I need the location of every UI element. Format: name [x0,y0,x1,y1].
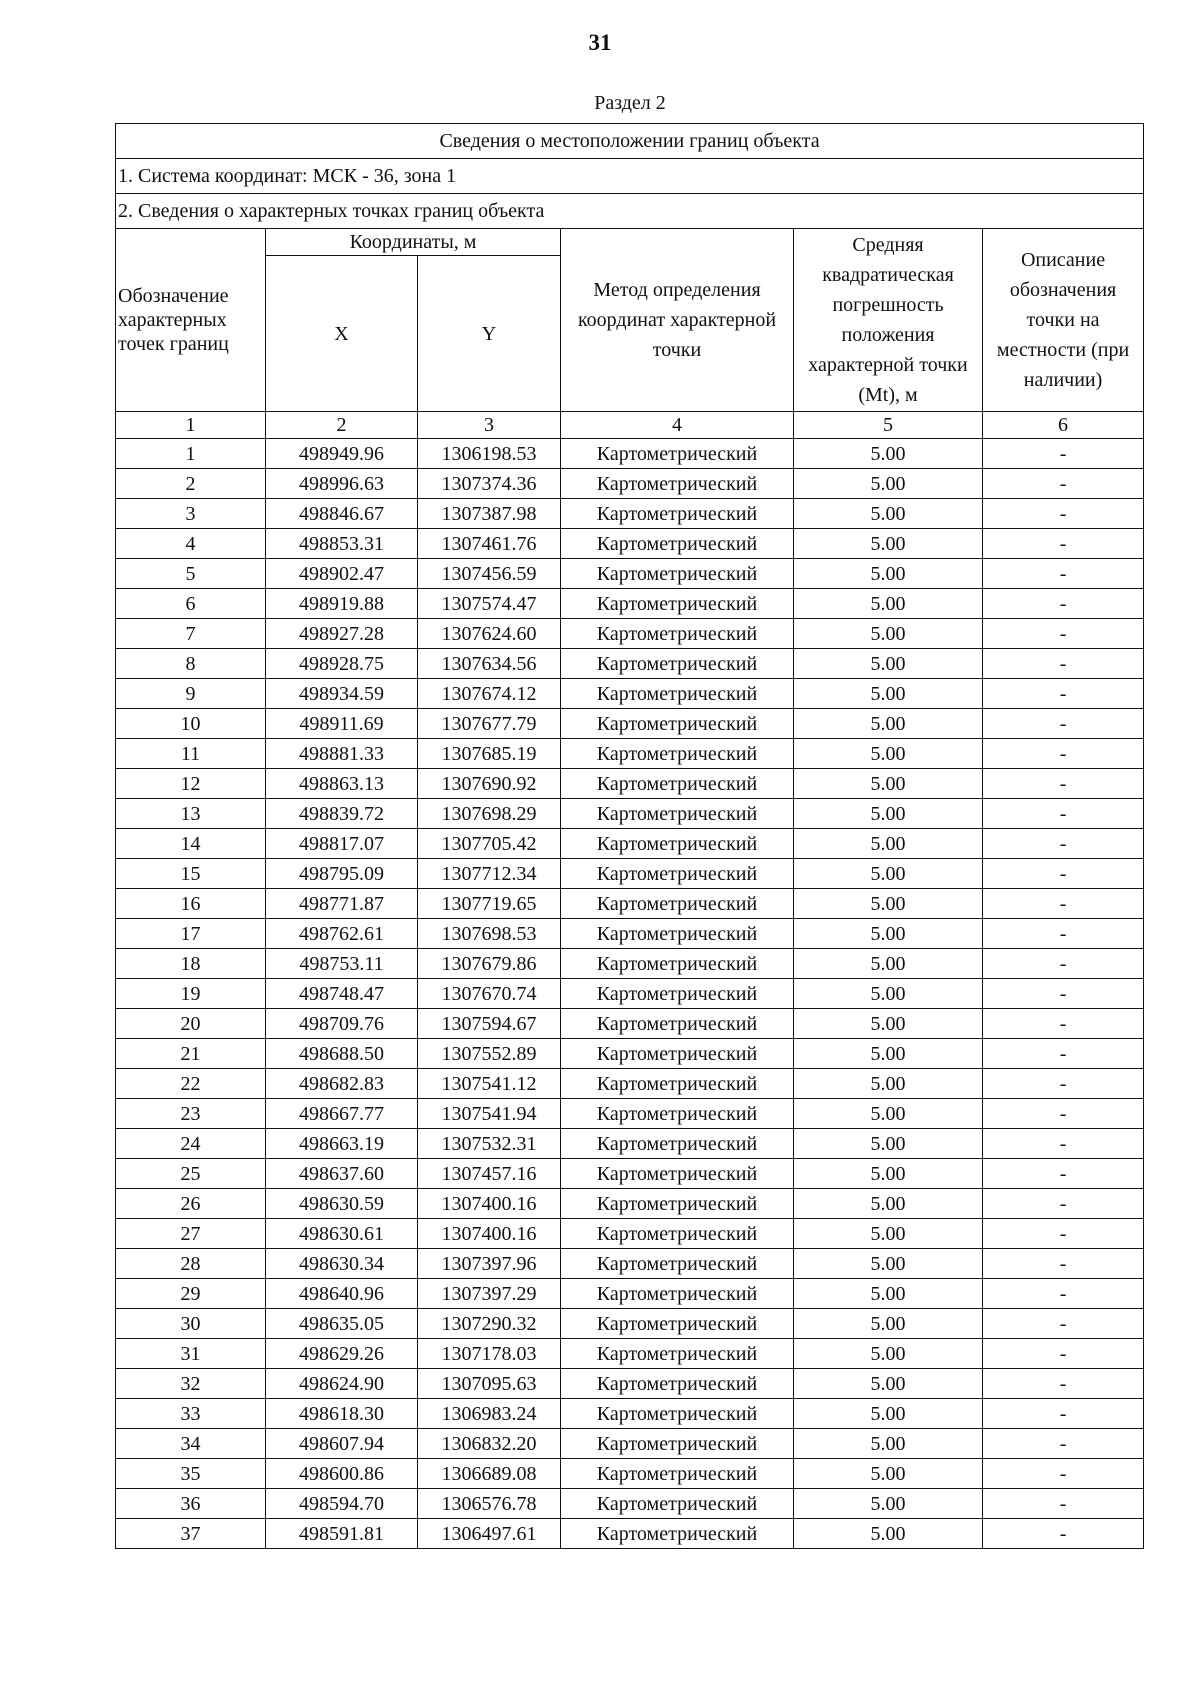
error-value: 5.00 [794,1429,983,1459]
method: Картометрический [561,499,794,529]
coord-y: 1307698.53 [418,919,561,949]
coord-y: 1307387.98 [418,499,561,529]
table-row [116,1189,1144,1219]
table-row [116,1009,1144,1039]
table-row [116,1429,1144,1459]
point-number: 33 [116,1399,266,1429]
method: Картометрический [561,1009,794,1039]
coord-y: 1307400.16 [418,1219,561,1249]
error-value: 5.00 [794,829,983,859]
coord-y: 1307456.59 [418,559,561,589]
header-point: Обозначение характерных точек границ [116,229,266,412]
coord-x: 498795.09 [266,859,418,889]
coord-y: 1307374.36 [418,469,561,499]
coord-x: 498709.76 [266,1009,418,1039]
error-value: 5.00 [794,679,983,709]
coord-y: 1307677.79 [418,709,561,739]
coord-y: 1307624.60 [418,619,561,649]
description: - [983,769,1144,799]
table-row [116,649,1144,679]
description: - [983,1129,1144,1159]
description: - [983,1069,1144,1099]
coord-y: 1307698.29 [418,799,561,829]
coord-x: 498667.77 [266,1099,418,1129]
method: Картометрический [561,1279,794,1309]
coord-x: 498996.63 [266,469,418,499]
coord-y: 1307670.74 [418,979,561,1009]
description: - [983,439,1144,469]
coord-y: 1306832.20 [418,1429,561,1459]
coord-x: 498902.47 [266,559,418,589]
point-number: 34 [116,1429,266,1459]
table-row [116,1399,1144,1429]
description: - [983,889,1144,919]
method: Картометрический [561,1189,794,1219]
point-number: 25 [116,1159,266,1189]
description: - [983,589,1144,619]
column-number: 6 [983,412,1144,439]
coord-x: 498600.86 [266,1459,418,1489]
method: Картометрический [561,1459,794,1489]
error-value: 5.00 [794,529,983,559]
coord-x: 498771.87 [266,889,418,919]
table-row [116,799,1144,829]
coord-x: 498881.33 [266,739,418,769]
header-error: Средняя квадратическая погрешность положения характерной точки (Mt), м [794,229,983,412]
point-number: 5 [116,559,266,589]
table-row [116,589,1144,619]
point-number: 29 [116,1279,266,1309]
coord-y: 1307685.19 [418,739,561,769]
point-number: 23 [116,1099,266,1129]
description: - [983,1039,1144,1069]
column-numbers-row [116,412,1144,439]
error-value: 5.00 [794,619,983,649]
point-number: 35 [116,1459,266,1489]
description: - [983,919,1144,949]
method: Картометрический [561,1369,794,1399]
error-value: 5.00 [794,1339,983,1369]
error-value: 5.00 [794,949,983,979]
coord-x: 498839.72 [266,799,418,829]
description: - [983,829,1144,859]
method: Картометрический [561,469,794,499]
header-coordinates: Координаты, м [266,229,561,256]
coord-x: 498591.81 [266,1519,418,1549]
table-row [116,469,1144,499]
error-value: 5.00 [794,799,983,829]
table-row [116,1309,1144,1339]
table-row [116,859,1144,889]
description: - [983,469,1144,499]
coord-y: 1307532.31 [418,1129,561,1159]
point-number: 2 [116,469,266,499]
point-number: 20 [116,1009,266,1039]
coord-y: 1307634.56 [418,649,561,679]
table-row [116,559,1144,589]
coord-y: 1307461.76 [418,529,561,559]
error-value: 5.00 [794,1039,983,1069]
table-row [116,979,1144,1009]
description: - [983,799,1144,829]
point-number: 6 [116,589,266,619]
coord-x: 498630.61 [266,1219,418,1249]
coord-y: 1307674.12 [418,679,561,709]
description: - [983,529,1144,559]
point-number: 4 [116,529,266,559]
coord-y: 1307719.65 [418,889,561,919]
coord-y: 1307397.96 [418,1249,561,1279]
coord-x: 498748.47 [266,979,418,1009]
table-row [116,1039,1144,1069]
point-number: 36 [116,1489,266,1519]
coord-x: 498688.50 [266,1039,418,1069]
description: - [983,679,1144,709]
table-row [116,1369,1144,1399]
description: - [983,1159,1144,1189]
description: - [983,1339,1144,1369]
coord-x: 498853.31 [266,529,418,559]
point-number: 16 [116,889,266,919]
point-number: 28 [116,1249,266,1279]
point-number: 24 [116,1129,266,1159]
description: - [983,1519,1144,1549]
coordinate-system: 1. Система координат: МСК - 36, зона 1 [116,159,1144,194]
method: Картометрический [561,1249,794,1279]
point-number: 13 [116,799,266,829]
description: - [983,979,1144,1009]
page-number: 31 [588,30,612,55]
coord-y: 1307095.63 [418,1369,561,1399]
method: Картометрический [561,1309,794,1339]
coord-x: 498663.19 [266,1129,418,1159]
method: Картометрический [561,619,794,649]
table-row [116,1249,1144,1279]
error-value: 5.00 [794,1129,983,1159]
coord-y: 1307541.94 [418,1099,561,1129]
error-value: 5.00 [794,559,983,589]
error-value: 5.00 [794,499,983,529]
table-row [116,529,1144,559]
coord-y: 1307178.03 [418,1339,561,1369]
error-value: 5.00 [794,1399,983,1429]
error-value: 5.00 [794,1219,983,1249]
method: Картометрический [561,949,794,979]
description: - [983,1309,1144,1339]
header-description: Описание обозначения точки на местности (при наличии) [983,229,1144,412]
error-value: 5.00 [794,1249,983,1279]
point-number: 30 [116,1309,266,1339]
section-label: Раздел 2 [594,92,666,114]
method: Картометрический [561,1069,794,1099]
point-number: 10 [116,709,266,739]
point-number: 17 [116,919,266,949]
coord-x: 498863.13 [266,769,418,799]
method: Картометрический [561,679,794,709]
table-row [116,1129,1144,1159]
coord-x: 498682.83 [266,1069,418,1099]
point-number: 37 [116,1519,266,1549]
table-body [116,439,1144,1549]
description: - [983,559,1144,589]
error-value: 5.00 [794,1309,983,1339]
point-number: 15 [116,859,266,889]
error-value: 5.00 [794,979,983,1009]
error-value: 5.00 [794,1369,983,1399]
table-row [116,829,1144,859]
method: Картометрический [561,1489,794,1519]
point-number: 21 [116,1039,266,1069]
coord-x: 498817.07 [266,829,418,859]
coord-x: 498637.60 [266,1159,418,1189]
error-value: 5.00 [794,649,983,679]
coord-y: 1306576.78 [418,1489,561,1519]
method: Картометрический [561,799,794,829]
coord-y: 1307552.89 [418,1039,561,1069]
description: - [983,649,1144,679]
coord-x: 498640.96 [266,1279,418,1309]
error-value: 5.00 [794,919,983,949]
coord-y: 1307574.47 [418,589,561,619]
table-row [116,1219,1144,1249]
coord-x: 498607.94 [266,1429,418,1459]
column-number: 3 [418,412,561,439]
description: - [983,1099,1144,1129]
description: - [983,709,1144,739]
coord-x: 498762.61 [266,919,418,949]
point-number: 11 [116,739,266,769]
coord-x: 498949.96 [266,439,418,469]
description: - [983,859,1144,889]
table-row [116,499,1144,529]
coord-y: 1307690.92 [418,769,561,799]
method: Картометрический [561,1519,794,1549]
table-row [116,889,1144,919]
table-row [116,1159,1144,1189]
coord-y: 1306497.61 [418,1519,561,1549]
method: Картометрический [561,1099,794,1129]
coord-x: 498629.26 [266,1339,418,1369]
description: - [983,1219,1144,1249]
coord-x: 498927.28 [266,619,418,649]
method: Картометрический [561,589,794,619]
description: - [983,1399,1144,1429]
boundary-points-table [115,123,1144,1549]
table-row [116,919,1144,949]
method: Картометрический [561,889,794,919]
description: - [983,1249,1144,1279]
method: Картометрический [561,769,794,799]
method: Картометрический [561,919,794,949]
method: Картометрический [561,1339,794,1369]
method: Картометрический [561,709,794,739]
error-value: 5.00 [794,589,983,619]
error-value: 5.00 [794,1159,983,1189]
coord-y: 1307457.16 [418,1159,561,1189]
error-value: 5.00 [794,709,983,739]
point-number: 31 [116,1339,266,1369]
coord-x: 498846.67 [266,499,418,529]
method: Картометрический [561,1039,794,1069]
point-number: 22 [116,1069,266,1099]
point-number: 1 [116,439,266,469]
header-method: Метод определения координат характерной точки [561,229,794,412]
table-row [116,619,1144,649]
table-row [116,1279,1144,1309]
error-value: 5.00 [794,1279,983,1309]
table-row [116,1099,1144,1129]
error-value: 5.00 [794,1099,983,1129]
coord-y: 1307290.32 [418,1309,561,1339]
description: - [983,1009,1144,1039]
error-value: 5.00 [794,1489,983,1519]
description: - [983,1369,1144,1399]
point-number: 7 [116,619,266,649]
error-value: 5.00 [794,469,983,499]
method: Картометрический [561,559,794,589]
point-number: 14 [116,829,266,859]
coord-x: 498630.34 [266,1249,418,1279]
table-row [116,1459,1144,1489]
error-value: 5.00 [794,1519,983,1549]
method: Картометрический [561,739,794,769]
coord-x: 498919.88 [266,589,418,619]
coord-x: 498911.69 [266,709,418,739]
column-number: 2 [266,412,418,439]
column-number: 4 [561,412,794,439]
point-number: 27 [116,1219,266,1249]
error-value: 5.00 [794,1069,983,1099]
coord-y: 1307397.29 [418,1279,561,1309]
error-value: 5.00 [794,769,983,799]
table-row [116,679,1144,709]
point-number: 8 [116,649,266,679]
coord-x: 498635.05 [266,1309,418,1339]
method: Картометрический [561,1159,794,1189]
method: Картометрический [561,1429,794,1459]
table-row [116,739,1144,769]
coord-y: 1307705.42 [418,829,561,859]
description: - [983,1189,1144,1219]
point-number: 12 [116,769,266,799]
description: - [983,1279,1144,1309]
method: Картометрический [561,979,794,1009]
description: - [983,1429,1144,1459]
method: Картометрический [561,829,794,859]
coord-x: 498618.30 [266,1399,418,1429]
coord-x: 498934.59 [266,679,418,709]
error-value: 5.00 [794,889,983,919]
table-row [116,709,1144,739]
point-number: 18 [116,949,266,979]
points-heading: 2. Сведения о характерных точках границ объекта [116,194,1144,229]
error-value: 5.00 [794,1459,983,1489]
table-row [116,439,1144,469]
coord-y: 1307679.86 [418,949,561,979]
method: Картометрический [561,439,794,469]
method: Картометрический [561,649,794,679]
column-number: 5 [794,412,983,439]
point-number: 19 [116,979,266,1009]
description: - [983,739,1144,769]
method: Картометрический [561,529,794,559]
point-number: 26 [116,1189,266,1219]
table-row [116,1489,1144,1519]
coord-y: 1307541.12 [418,1069,561,1099]
coord-x: 498630.59 [266,1189,418,1219]
coord-y: 1307594.67 [418,1009,561,1039]
coord-y: 1306983.24 [418,1399,561,1429]
coord-y: 1306198.53 [418,439,561,469]
method: Картометрический [561,1399,794,1429]
point-number: 32 [116,1369,266,1399]
table-row [116,1339,1144,1369]
coord-x: 498753.11 [266,949,418,979]
table-row [116,1069,1144,1099]
description: - [983,949,1144,979]
description: - [983,1489,1144,1519]
table-row [116,949,1144,979]
coord-y: 1307712.34 [418,859,561,889]
description: - [983,1459,1144,1489]
point-number: 3 [116,499,266,529]
coord-y: 1306689.08 [418,1459,561,1489]
header-y: Y [418,256,561,412]
method: Картометрический [561,1219,794,1249]
table-row [116,769,1144,799]
error-value: 5.00 [794,739,983,769]
method: Картометрический [561,859,794,889]
coord-x: 498624.90 [266,1369,418,1399]
error-value: 5.00 [794,439,983,469]
coord-y: 1307400.16 [418,1189,561,1219]
error-value: 5.00 [794,859,983,889]
method: Картометрический [561,1129,794,1159]
column-number: 1 [116,412,266,439]
error-value: 5.00 [794,1009,983,1039]
table-title: Сведения о местоположении границ объекта [116,124,1144,159]
description: - [983,499,1144,529]
table-row [116,1519,1144,1549]
description: - [983,619,1144,649]
header-x: X [266,256,418,412]
point-number: 9 [116,679,266,709]
coord-x: 498594.70 [266,1489,418,1519]
coord-x: 498928.75 [266,649,418,679]
error-value: 5.00 [794,1189,983,1219]
